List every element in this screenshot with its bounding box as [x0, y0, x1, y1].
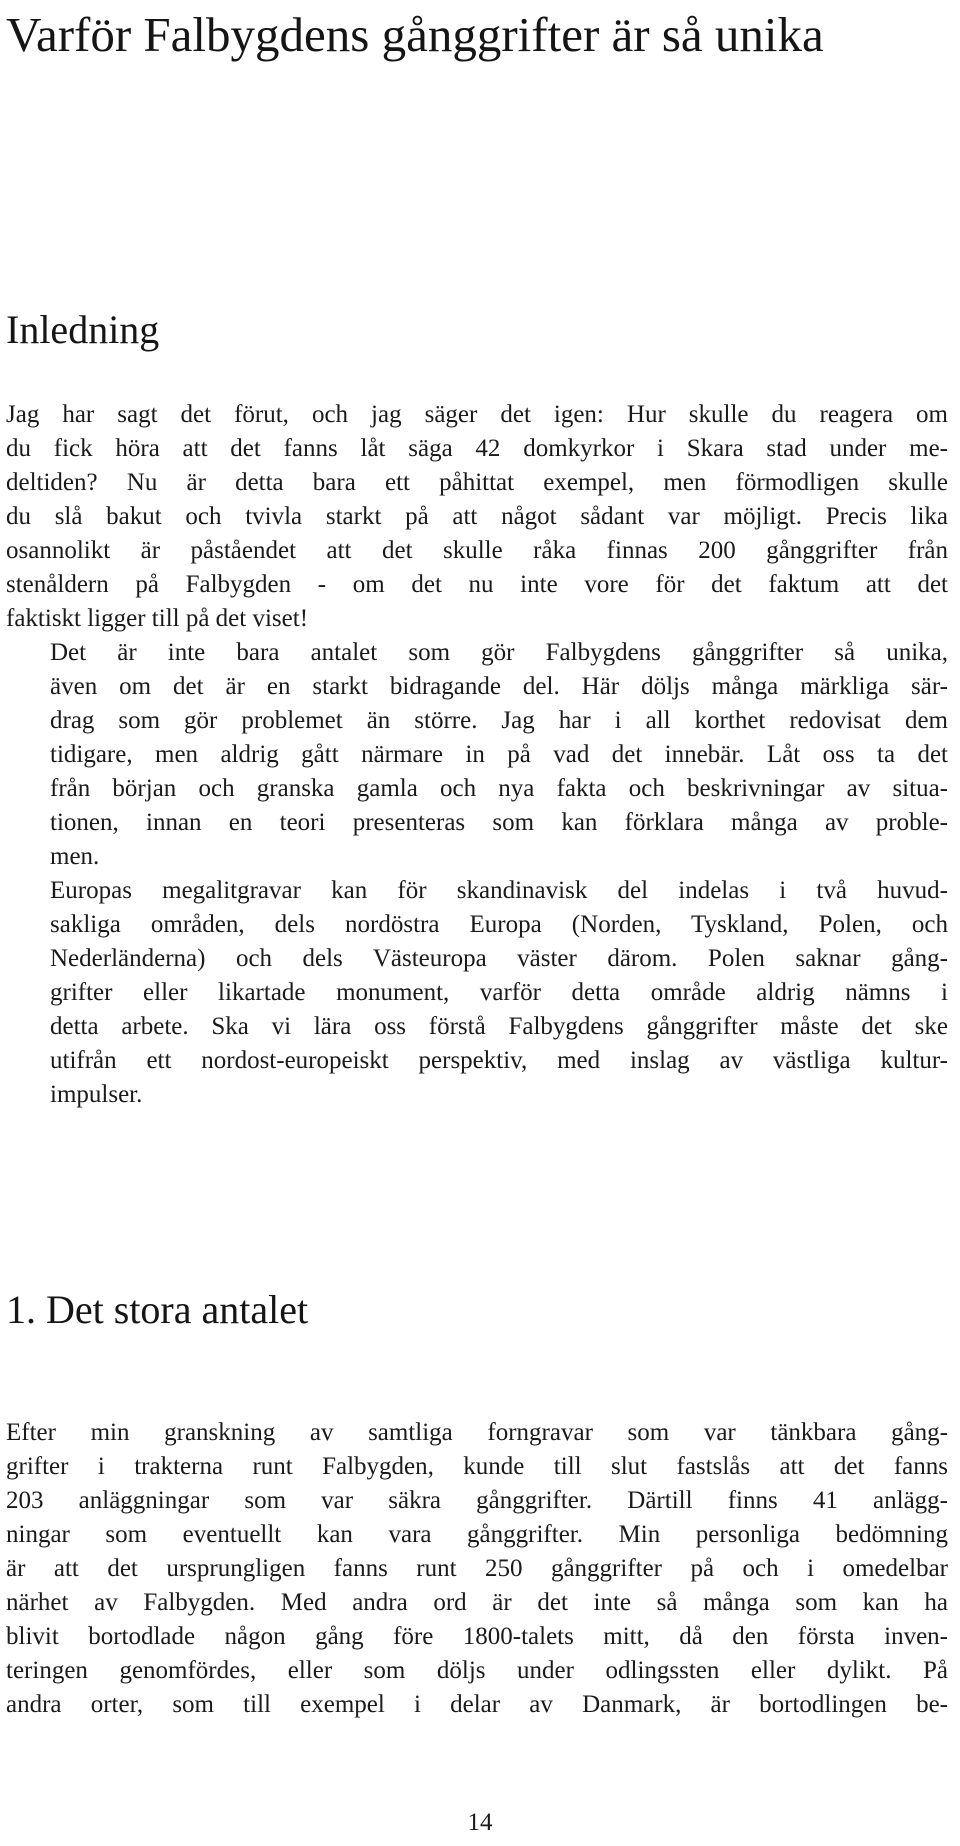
text-line: stenåldern på Falbygden - om det nu inte vore för det faktum att det	[6, 571, 948, 598]
text-line: impulser.	[50, 1081, 143, 1108]
text-line: tidigare, men aldrig gått närmare in på vad det innebär. Låt oss ta det	[50, 741, 948, 768]
intro-body	[6, 398, 948, 1112]
text-line: närhet av Falbygden. Med andra ord är det inte så många som kan ha	[6, 1589, 948, 1616]
paragraph	[6, 398, 948, 636]
text-line: Nederländerna) och dels Västeuropa väster därom. Polen saknar gång-	[50, 945, 948, 972]
text-line: sakliga områden, dels nordöstra Europa (Norden, Tyskland, Polen, och	[50, 911, 948, 938]
text-line: är att det ursprungligen fanns runt 250 gånggrifter på och i omedelbar	[6, 1555, 948, 1582]
text-line: Jag har sagt det förut, och jag säger det igen: Hur skulle du reagera om	[6, 401, 948, 428]
section-heading-chapter-1: 1. Det stora antalet	[6, 1287, 309, 1332]
text-line: Europas megalitgravar kan för skandinavisk del indelas i två huvud-	[50, 877, 948, 904]
text-line: du slå bakut och tvivla starkt på att något sådant var möjligt. Precis lika	[6, 503, 948, 530]
text-line: teringen genomfördes, eller som döljs under odlingssten eller dylikt. På	[6, 1657, 948, 1684]
text-line: detta arbete. Ska vi lära oss förstå Falbygdens gånggrifter måste det ske	[50, 1013, 948, 1040]
text-line: osannolikt är påståendet att det skulle råka finnas 200 gånggrifter från	[6, 537, 948, 564]
text-line: även om det är en starkt bidragande del. Här döljs många märkliga sär-	[50, 673, 948, 700]
text-line: grifter eller likartade monument, varför detta område aldrig nämns i	[50, 979, 948, 1006]
text-line: grifter i trakterna runt Falbygden, kunde till slut fastslås att det fanns	[6, 1453, 948, 1480]
text-line: ningar som eventuellt kan vara gånggrifter. Min personliga bedömning	[6, 1521, 948, 1548]
text-line: andra orter, som till exempel i delar av Danmark, är bortodlingen be-	[6, 1691, 948, 1718]
chapter-1-body	[6, 1416, 948, 1722]
paragraph	[6, 636, 948, 874]
text-line: faktiskt ligger till på det viset!	[6, 605, 309, 632]
text-line: men.	[50, 843, 100, 870]
text-line: du fick höra att det fanns låt säga 42 domkyrkor i Skara stad under me-	[6, 435, 948, 462]
text-line: Det är inte bara antalet som gör Falbygdens gånggrifter så unika,	[50, 639, 948, 666]
text-line: deltiden? Nu är detta bara ett påhittat exempel, men förmodligen skulle	[6, 469, 948, 496]
page-title: Varför Falbygdens gånggrifter är så unika	[6, 7, 824, 62]
text-line: drag som gör problemet än större. Jag har i all korthet redovisat dem	[50, 707, 948, 734]
text-line: utifrån ett nordost-europeiskt perspektiv, med inslag av västliga kultur-	[50, 1047, 948, 1074]
text-line: från början och granska gamla och nya fakta och beskrivningar av situa-	[50, 775, 948, 802]
text-line: 203 anläggningar som var säkra gånggrifter. Därtill finns 41 anlägg-	[6, 1487, 948, 1514]
paragraph	[6, 874, 948, 1112]
page-number: 14	[467, 1809, 493, 1836]
paragraph	[6, 1416, 948, 1722]
section-heading-intro: Inledning	[6, 307, 160, 352]
text-line: blivit bortodlade någon gång före 1800-talets mitt, då den första inven-	[6, 1623, 948, 1650]
text-line: tionen, innan en teori presenteras som kan förklara många av proble-	[50, 809, 948, 836]
text-line: Efter min granskning av samtliga forngravar som var tänkbara gång-	[6, 1419, 948, 1446]
